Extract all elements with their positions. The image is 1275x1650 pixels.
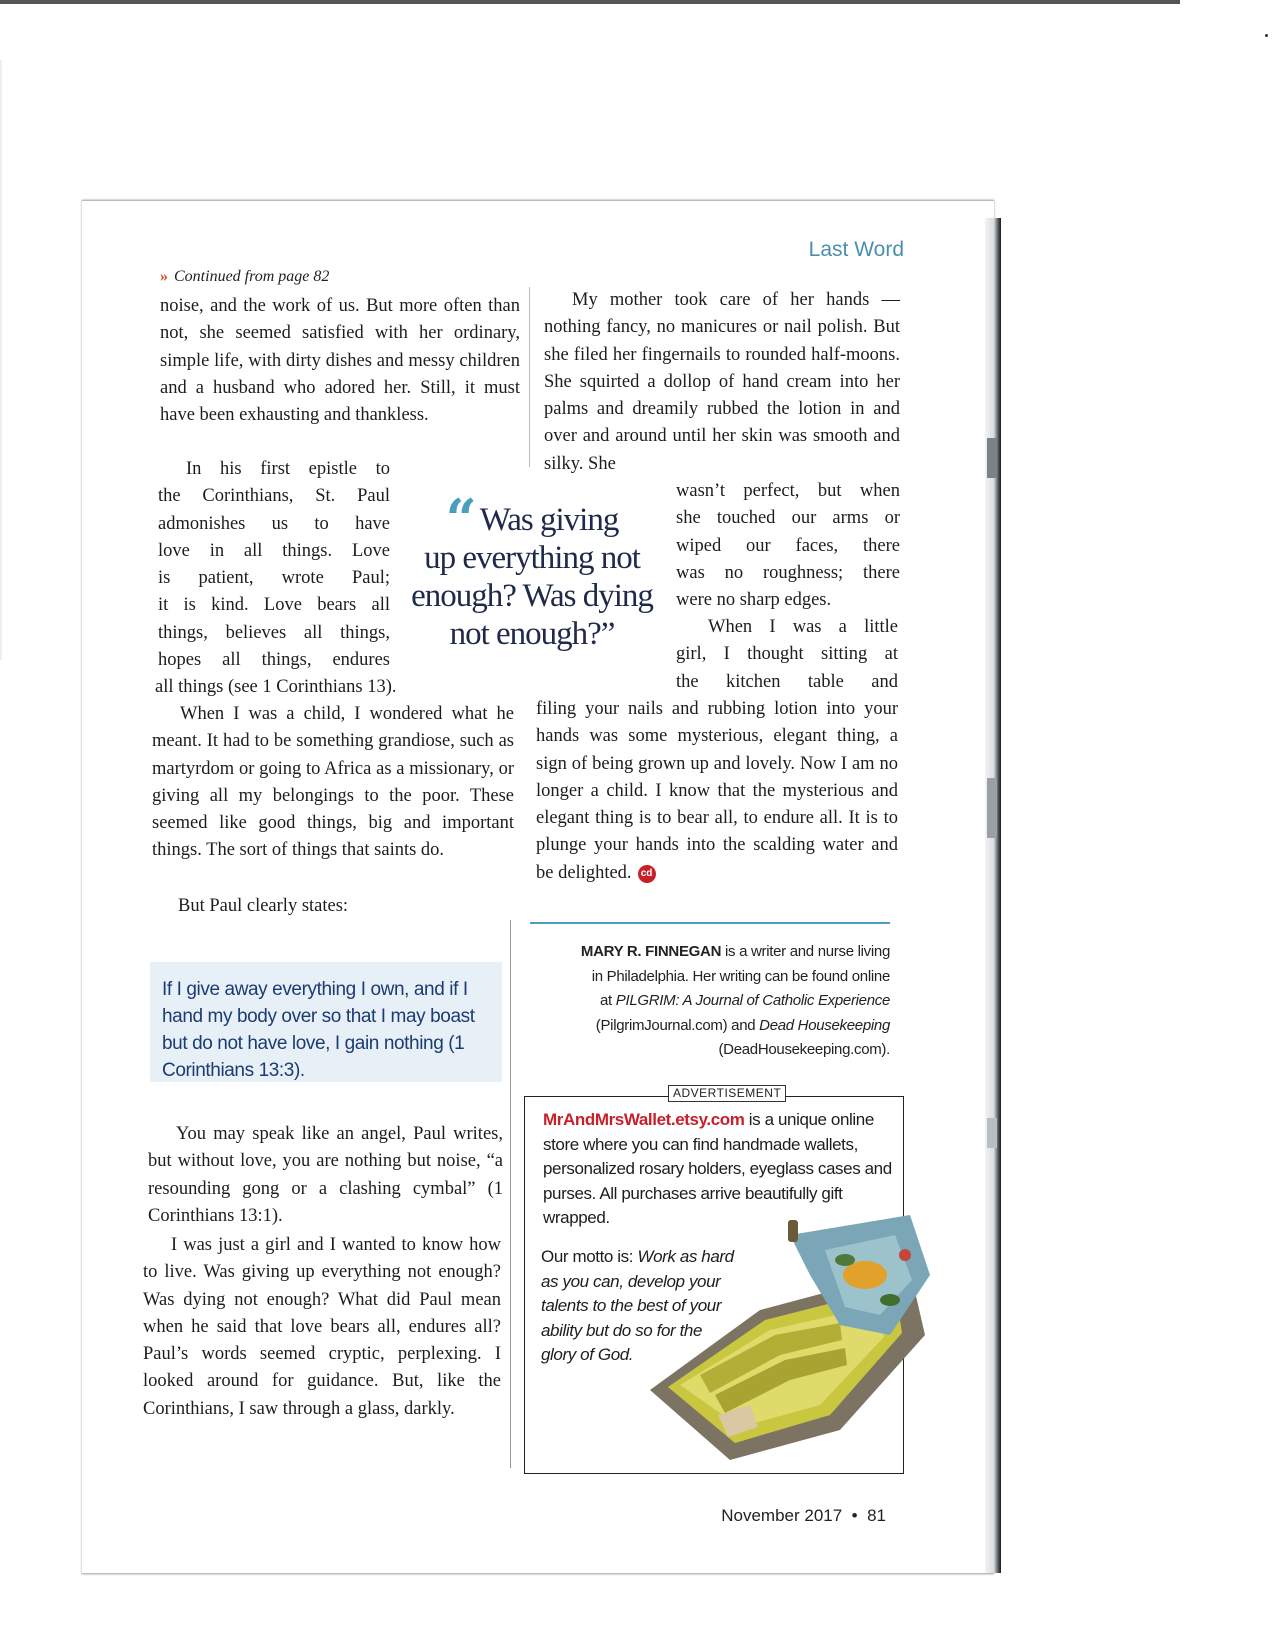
quote-mark-icon: “ [445,487,476,551]
wallet-photo [640,1215,930,1465]
right-paragraph-2-tail: filing your nails and rubbing lotion into your hands was some mysterious, elegant thing, a sign of being grown up and lovely. Now I am no longer a child. I know that the mysterious and elegant thing is to bear all, to endure all. It is to plunge your hands into the scalding water and be delighted. cd [536,699,898,883]
ad-motto: Our motto is: Work as hard as you can, develop your talents to the best of your ability but do so for the glory of God. [541,1247,734,1365]
left-paragraph-2: In his first epistle to the Corinthians, St. Paul admonishes us to have love in all things. Love is patient, wrote Paul; it is kind. Love bears all things, believes all things, hopes all things, endures [158,459,390,671]
left-paragraph-3: When I was a child, I wondered what he meant. It had to be something grandiose, such as martyrdom or going to Africa as a missionary, or giving all my belongings to the poor. These seemed like good things, big and important things. The sort of things that saints do. [152,704,514,861]
advertisement-label: ADVERTISEMENT [668,1085,786,1102]
ad-website-link[interactable]: MrAndMrsWallet.etsy.com [543,1110,745,1129]
ad-copy: MrAndMrsWallet.etsy.com is a unique online store where you can find handmade wallets, personalized rosary holders, eyeglass cases and purses. All purchases arrive beautifully gift wrapped. [543,1110,892,1227]
scan-speck [1265,34,1268,37]
wallet-clasp [788,1220,798,1242]
scripture-callout: If I give away everything I own, and if I hand my body over so that I may boast but do not have love, I gain nothing (1 Corinthians 13:3). [150,962,502,1082]
right-paragraph-2-lines: When I was a little girl, I thought sitting at the kitchen table and [676,617,898,692]
left-paragraph-6: I was just a girl and I wanted to know how to live. Was giving up everything not enough? Was dying not enough? What did Paul mean when he said that love bears all, endures all? Paul’s words seemed cryptic, perplexing. I looked around for guidance. But, like the Corinthians, I saw through a glass, darkly. [143,1235,501,1419]
leaf-icon [880,1294,900,1306]
end-of-article-icon: cd [638,865,656,883]
ad-column-divider [510,920,511,1468]
page-folio: November 2017 • 81 [721,1506,886,1525]
continued-note: » Continued from page 82 [160,268,330,285]
leaf-icon [835,1254,855,1266]
right-paragraph-1: My mother took care of her hands — nothing fancy, no manicures or nail polish. But she filed her fingernails to rounded half-moons. She squirted a dollop of hand cream into her palms and dreamily rubbed the lotion in and over and around until her skin was smooth and silky. She [544,290,900,474]
pull-quote: “ Was giving up everything not enough? Was dying not enough?” [411,487,653,652]
continued-arrow-icon: » [160,268,168,285]
left-paragraph-2-tail: all things (see 1 Corinthians 13). [155,677,397,697]
scan-edge-top [0,0,1180,4]
flower-icon [899,1249,911,1261]
author-bio: MARY R. FINNEGAN is a writer and nurse living in Philadelphia. Her writing can be found online at PILGRIM: A Journal of Catholic Experience (PilgrimJournal.com) and Dead Housekeeping (DeadHousekeeping.com). [580,943,890,1058]
column-divider [529,287,530,467]
left-paragraph-5: You may speak like an angel, Paul writes, but without love, you are nothing but noise, “a resounding gong or a clashing cymbal” (1 Corinthians 13:1). [148,1124,503,1226]
page-number: 81 [867,1506,886,1525]
section-title: Last Word [808,238,904,261]
scan-edge-left [0,60,2,660]
right-paragraph-1-lines: wasn’t perfect, but when she touched our arms or wiped our faces, there was no roughness; there were no sharp edges. [676,481,900,611]
left-paragraph-1: noise, and the work of us. But more often than not, she seemed satisfied with her ordinary, simple life, with dirty dishes and messy children and a husband who adored her. Still, it must have been exhausting and thankless. [160,296,520,426]
page-spine-edge [985,218,1001,1573]
bio-rule [530,922,890,924]
left-paragraph-4: But Paul clearly states: [178,896,349,916]
